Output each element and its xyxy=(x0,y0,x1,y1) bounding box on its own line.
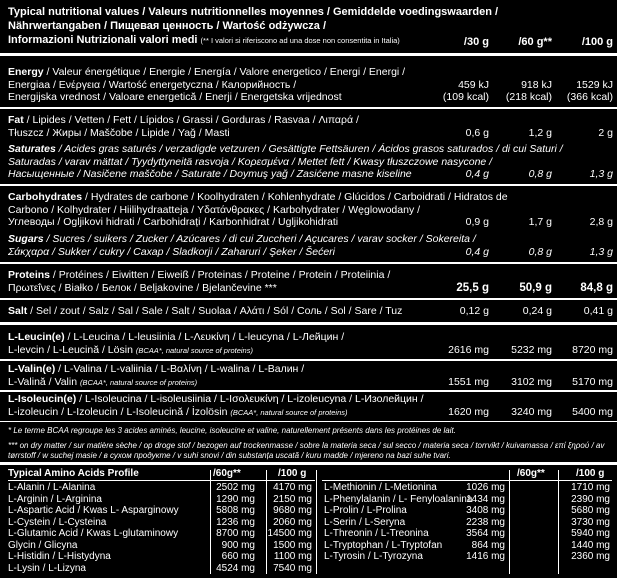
amino-name: L-Arginin / L-Arginina xyxy=(8,493,102,505)
amino-acids-table xyxy=(0,468,617,576)
amino-value-100g: 7540 mg xyxy=(273,562,312,574)
fat-100: 2 g xyxy=(598,126,613,139)
amino-value-100g: 2060 mg xyxy=(273,516,312,528)
saturates-30: 0,4 g xyxy=(465,168,489,180)
amino-value-60g: 3564 mg xyxy=(466,528,505,539)
amino-value-100g: 14500 mg xyxy=(267,528,312,539)
valine-100: 5170 mg xyxy=(572,375,613,388)
footnote-dry-1: *** on dry matter / sur matière sèche / op droge stof / bezogen auf trockenmasse / sobre la materia seca / sul secco / materia seca / torrvikt / kuivamassa / επί ξηρού / av xyxy=(8,441,605,450)
amino-value-100g: 1710 mg xyxy=(571,482,610,493)
proteins-label-1: Proteins / Protéines / Eiwitten / Eiweiß / Proteinas / Proteine / Protein / Proteiinia / xyxy=(8,269,391,281)
amino-value-60g: 864 mg xyxy=(471,539,505,551)
divider xyxy=(0,298,617,300)
amino-value-60g: 1236 mg xyxy=(216,516,255,528)
salt-60: 0,24 g xyxy=(522,305,552,317)
valine-label-2: L-Valină / Valin (BCAA*, natural source of proteins) xyxy=(8,375,198,388)
header-line-3: Informazioni Nutrizionali valori medi (** I valori si riferiscono ad una dose non consentita in Italia) xyxy=(8,34,400,46)
amino-value-60g: 660 mg xyxy=(221,551,255,562)
amino-value-100g: 9680 mg xyxy=(273,505,312,516)
proteins-60: 50,9 g xyxy=(519,281,552,294)
amino-name: L-Threonin / L-Treonina xyxy=(324,528,429,539)
isoleucine-60: 3240 mg xyxy=(511,405,552,418)
divider xyxy=(0,462,617,465)
isoleucine-label-1: L-Isoleucin(e) / L-Isoleucina / L-isoleusiinia / L-Ισολευκίνη / L-izoleucyna / L-Изолейцин / xyxy=(8,393,424,405)
amino-name: L-Lysin / L-Lizyna xyxy=(8,562,86,574)
amino-name: L-Prolin / L-Prolina xyxy=(324,505,407,516)
amino-value-60g: 1416 mg xyxy=(466,551,505,562)
leucine-30: 2616 mg xyxy=(448,343,489,356)
amino-value-60g: 1434 mg xyxy=(466,493,505,505)
amino-value-100g: 2150 mg xyxy=(273,493,312,505)
amino-name: L-Phenylalanin / L- Fenyloalanina xyxy=(324,493,473,505)
divider xyxy=(0,107,617,109)
salt-label: Salt / Sel / zout / Salz / Sal / Sale / Salt / Suolaa / Αλάτι / Sól / Соль / Sol / Sare / Tuz xyxy=(8,305,403,317)
amino-name: L-Serin / L-Seryna xyxy=(324,516,406,528)
energy-kcal-100: (366 kcal) xyxy=(566,91,613,103)
energy-kj-100: 1529 kJ xyxy=(576,78,613,91)
amino-value-100g: 1100 mg xyxy=(273,551,312,562)
header-note: (** I valori si riferiscono ad una dose non consentita in Italia) xyxy=(200,36,400,45)
energy-kcal-60: (218 kcal) xyxy=(505,91,552,103)
amino-value-100g: 4170 mg xyxy=(273,482,312,493)
amino-value-100g: 2360 mg xyxy=(571,551,610,562)
sugars-60: 0,8 g xyxy=(528,245,552,258)
amino-name: L-Methionin / L-Metionina xyxy=(324,482,437,493)
amino-name: L-Alanin / L-Alanina xyxy=(8,482,96,493)
amino-value-60g: 1026 mg xyxy=(466,482,505,493)
header-line-1: Typical nutritional values / Valeurs nutritionnelles moyennes / Gemiddelde voedingswaarden / xyxy=(8,6,499,18)
proteins-30: 25,5 g xyxy=(456,281,489,294)
sugars-label-2: Σάκχαρα / Sukker / cukry / Сахар / Sladkorji / Zaharuri / Şeker / Šećeri xyxy=(8,245,336,258)
amino-value-100g: 1440 mg xyxy=(571,539,610,551)
amino-name: Glycin / Glicyna xyxy=(8,539,78,551)
proteins-label-2: Πρωτεΐνες / Białko / Белок / Beljakovine / Bjelančevine *** xyxy=(8,281,277,294)
divider xyxy=(0,322,617,325)
amino-name: L-Aspartic Acid / Kwas L- Asparginowy xyxy=(8,505,179,516)
amino-name: L-Histidin / L-Histydyna xyxy=(8,551,111,562)
amino-name: L-Tryptophan / L-Tryptofan xyxy=(324,539,443,551)
column-line xyxy=(509,470,510,574)
amino-header-right xyxy=(322,468,612,481)
fat-label-2: Tłuszcz / Жиры / Maščobe / Lipide / Yağ / Masti xyxy=(8,126,230,139)
col-header-100g: /100 g xyxy=(581,36,613,48)
saturates-100: 1,3 g xyxy=(589,168,613,180)
energy-label-1: Energy / Valeur énergétique / Energie / Energía / Valore energetico / Energi / Energi / xyxy=(8,66,406,78)
fat-30: 0,6 g xyxy=(465,126,489,139)
energy-kcal-30: (109 kcal) xyxy=(442,91,489,103)
sugars-100: 1,3 g xyxy=(589,245,613,258)
amino-value-100g: 2390 mg xyxy=(571,493,610,505)
amino-value-60g: 8700 mg xyxy=(216,528,255,539)
salt-30: 0,12 g xyxy=(459,305,489,317)
divider xyxy=(0,53,617,56)
footnote-dry-2: tørrstoff / w suchej masie / в сухом продукте / v suhi snovi / din substanța uscată / kuru madde / mjereno na bazi suhe tvari. xyxy=(8,450,451,460)
sugars-label-1: Sugars / Sucres / suikers / Zucker / Azúcares / di cui Zuccheri / Açucares / varav socker / Sokereita / xyxy=(8,233,476,245)
amino-col-60-right: /60g** xyxy=(517,468,545,479)
valine-30: 1551 mg xyxy=(448,375,489,388)
column-line xyxy=(316,470,317,574)
saturates-label-1: Saturates / Acides gras saturés / verzadigde vetzuren / Gesättigte Fettsäuren / Ácidos grasos saturados / di cui Saturi / xyxy=(8,143,563,155)
energy-kj-60: 918 kJ xyxy=(521,78,552,91)
divider xyxy=(0,184,617,186)
valine-60: 3102 mg xyxy=(511,375,552,388)
energy-kj-30: 459 kJ xyxy=(458,78,489,91)
amino-value-60g: 5808 mg xyxy=(216,505,255,516)
carbs-label-1: Carbohydrates / Hydrates de carbone / Koolhydraten / Kohlenhydrate / Glúcidos / Carboidrati / Hidratos de xyxy=(8,191,508,203)
saturates-label-2: Saturadas / varav mättat / Tyydyttyneitä rasvoja / Κορεσμένα / Mettet fett / Kwasy tłuszczowe nasycone / xyxy=(8,155,493,168)
amino-col-60-left: /60g** xyxy=(213,468,241,479)
divider xyxy=(0,359,617,361)
saturates-label-3: Насыщенные / Nasičene maščobe / Saturate / Doymuş yağ / Zasićene masne kiseline xyxy=(8,168,412,180)
amino-name: L-Tyrosin / L-Tyrozyna xyxy=(324,551,423,562)
carbs-30: 0,9 g xyxy=(465,216,489,228)
fat-label-1: Fat / Lipides / Vetten / Fett / Lípidos / Grassi / Gorduras / Rasvaa / Λιπαρά / xyxy=(8,114,359,126)
divider xyxy=(0,421,617,422)
proteins-100: 84,8 g xyxy=(580,281,613,294)
isoleucine-30: 1620 mg xyxy=(448,405,489,418)
amino-name: L-Cystein / L-Cysteina xyxy=(8,516,107,528)
amino-header-left xyxy=(8,468,315,481)
amino-value-60g: 3408 mg xyxy=(466,505,505,516)
leucine-60: 5232 mg xyxy=(511,343,552,356)
amino-value-60g: 1290 mg xyxy=(216,493,255,505)
col-header-60g: /60 g** xyxy=(518,36,552,48)
amino-value-60g: 4524 mg xyxy=(216,562,255,574)
amino-col-100-left: /100 g xyxy=(278,468,307,479)
amino-value-60g: 2502 mg xyxy=(216,482,255,493)
amino-name: L-Glutamic Acid / Kwas L-glutaminowy xyxy=(8,528,179,539)
carbs-100: 2,8 g xyxy=(589,216,613,228)
amino-value-100g: 3730 mg xyxy=(571,516,610,528)
sugars-30: 0,4 g xyxy=(465,245,489,258)
leucine-label-1: L-Leucin(e) / L-Leucina / L-leusiinia / L-Λευκίνη / L-leucyna / L-Лейцин / xyxy=(8,331,345,343)
footnote-bcaa: * Le terme BCAA regroupe les 3 acides aminés, leucine, isoleucine et valine, naturellement présents dans les protéines de lait. xyxy=(8,426,456,435)
carbs-label-3: Углеводы / Ogljikovi hidrati / Carbohidrați / Karbonhidrat / Ugljikohidrati xyxy=(8,216,339,228)
amino-value-100g: 5680 mg xyxy=(571,505,610,516)
amino-value-60g: 900 mg xyxy=(221,539,255,551)
carbs-label-2: Carbono / Kolhydrater / Hiilihydraatteja / Υδατάνθρακες / Karbohydrater / Węglowodany / xyxy=(8,203,421,216)
header-line-2: Nährwertangaben / Пищевая ценность / Wartość odżywcza / xyxy=(8,20,327,32)
divider xyxy=(0,390,617,392)
fat-60: 1,2 g xyxy=(528,126,552,139)
col-header-30g: /30 g xyxy=(463,36,489,48)
isoleucine-label-2: L-izoleucin / L-Izoleucin / L-Isoleucină / İzolösin (BCAA*, natural source of proteins) xyxy=(8,405,348,418)
amino-value-100g: 5940 mg xyxy=(571,528,610,539)
energy-label-3: Energijska vrednost / Valoare energetică / Enerji / Energetska vrijednost xyxy=(8,91,342,103)
amino-value-100g: 1500 mg xyxy=(273,539,312,551)
saturates-60: 0,8 g xyxy=(528,168,552,180)
carbs-60: 1,7 g xyxy=(528,216,552,228)
isoleucine-100: 5400 mg xyxy=(572,405,613,418)
salt-100: 0,41 g xyxy=(583,305,613,317)
leucine-100: 8720 mg xyxy=(572,343,613,356)
energy-label-2: Energiaa / Ενέργεια / Wartość energetyczna / Калорийность / xyxy=(8,78,297,91)
amino-value-60g: 2238 mg xyxy=(466,516,505,528)
valine-label-1: L-Valin(e) / L-Valina / L-valiinia / L-Βαλίνη / L-walina / L-Валин / xyxy=(8,363,305,375)
divider xyxy=(0,262,617,264)
amino-title: Typical Amino Acids Profile xyxy=(8,468,139,479)
leucine-label-2: L-levcin / L-Leucină / Lösin (BCAA*, natural source of proteins) xyxy=(8,343,253,356)
amino-col-100-right: /100 g xyxy=(576,468,605,479)
column-line xyxy=(558,470,559,574)
